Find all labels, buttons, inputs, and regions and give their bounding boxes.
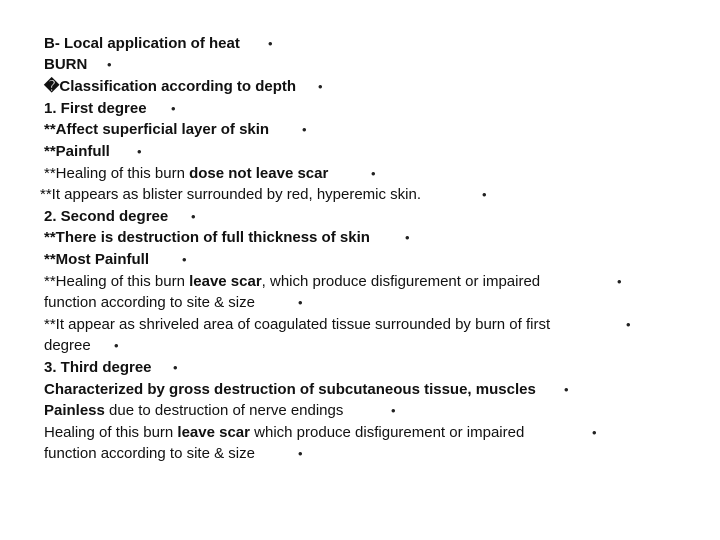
bullet-icon: • [405, 230, 410, 245]
line-second-degree: 2. Second degree [44, 208, 169, 225]
bullet-icon: • [268, 36, 273, 51]
line-most-painfull: **Most Painfull [44, 251, 150, 268]
line-first-degree: 1. First degree [44, 100, 147, 117]
line-text: due to destruction of nerve endings [104, 402, 344, 419]
line-text-bold: leave scar [189, 273, 262, 290]
line-text: , which produce disfigurement or impaired [261, 273, 541, 290]
bullet-icon: • [298, 446, 303, 461]
bullet-icon: • [592, 425, 597, 440]
line-painless [44, 402, 343, 420]
bullet-icon: • [298, 295, 303, 310]
bullet-icon: • [182, 252, 187, 267]
line-affect-superficial: **Affect superficial layer of skin [44, 121, 270, 138]
line-text: Healing of this burn [44, 424, 178, 441]
line-classification: �Classification according to depth [44, 78, 297, 95]
line-healing-third [44, 424, 524, 442]
line-shriveled: **It appear as shriveled area of coagulated tissue surrounded by burn of first [44, 316, 551, 333]
line-function-site-1: function according to site & size [44, 294, 255, 311]
bullet-icon: • [564, 382, 569, 397]
line-degree: degree [44, 337, 91, 354]
line-text-bold: dose not leave scar [189, 165, 329, 182]
line-characterized: Characterized by gross destruction of subcutaneous tissue, muscles [44, 381, 536, 398]
line-text: **Healing of this burn [44, 165, 190, 182]
bullet-icon: • [318, 79, 323, 94]
bullet-icon: • [191, 209, 196, 224]
line-third-degree: 3. Third degree [44, 359, 152, 376]
bullet-icon: • [173, 360, 178, 375]
line-blister: **It appears as blister surrounded by red, hyperemic skin. [40, 186, 422, 203]
line-painfull: **Painfull [44, 143, 110, 160]
line-healing-first [44, 165, 328, 183]
heading-local-heat: B- Local application of heat [44, 35, 240, 52]
line-text: **Healing of this burn [44, 273, 190, 290]
bullet-icon: • [482, 187, 487, 202]
bullet-icon: • [137, 144, 142, 159]
line-text-bold: leave scar [177, 424, 250, 441]
bullet-icon: • [302, 122, 307, 137]
line-destruction-full: **There is destruction of full thickness of skin [44, 229, 370, 246]
line-function-site-2: function according to site & size [44, 445, 255, 462]
line-text-bold: Painless [44, 402, 105, 419]
bullet-icon: • [171, 101, 176, 116]
line-healing-second [44, 273, 540, 291]
bullet-icon: • [107, 57, 112, 72]
bullet-icon: • [391, 403, 396, 418]
heading-burn: BURN [44, 56, 88, 73]
bullet-icon: • [114, 338, 119, 353]
line-text: which produce disfigurement or impaired [250, 424, 525, 441]
bullet-icon: • [617, 274, 622, 289]
bullet-icon: • [371, 166, 376, 181]
bullet-icon: • [626, 317, 631, 332]
